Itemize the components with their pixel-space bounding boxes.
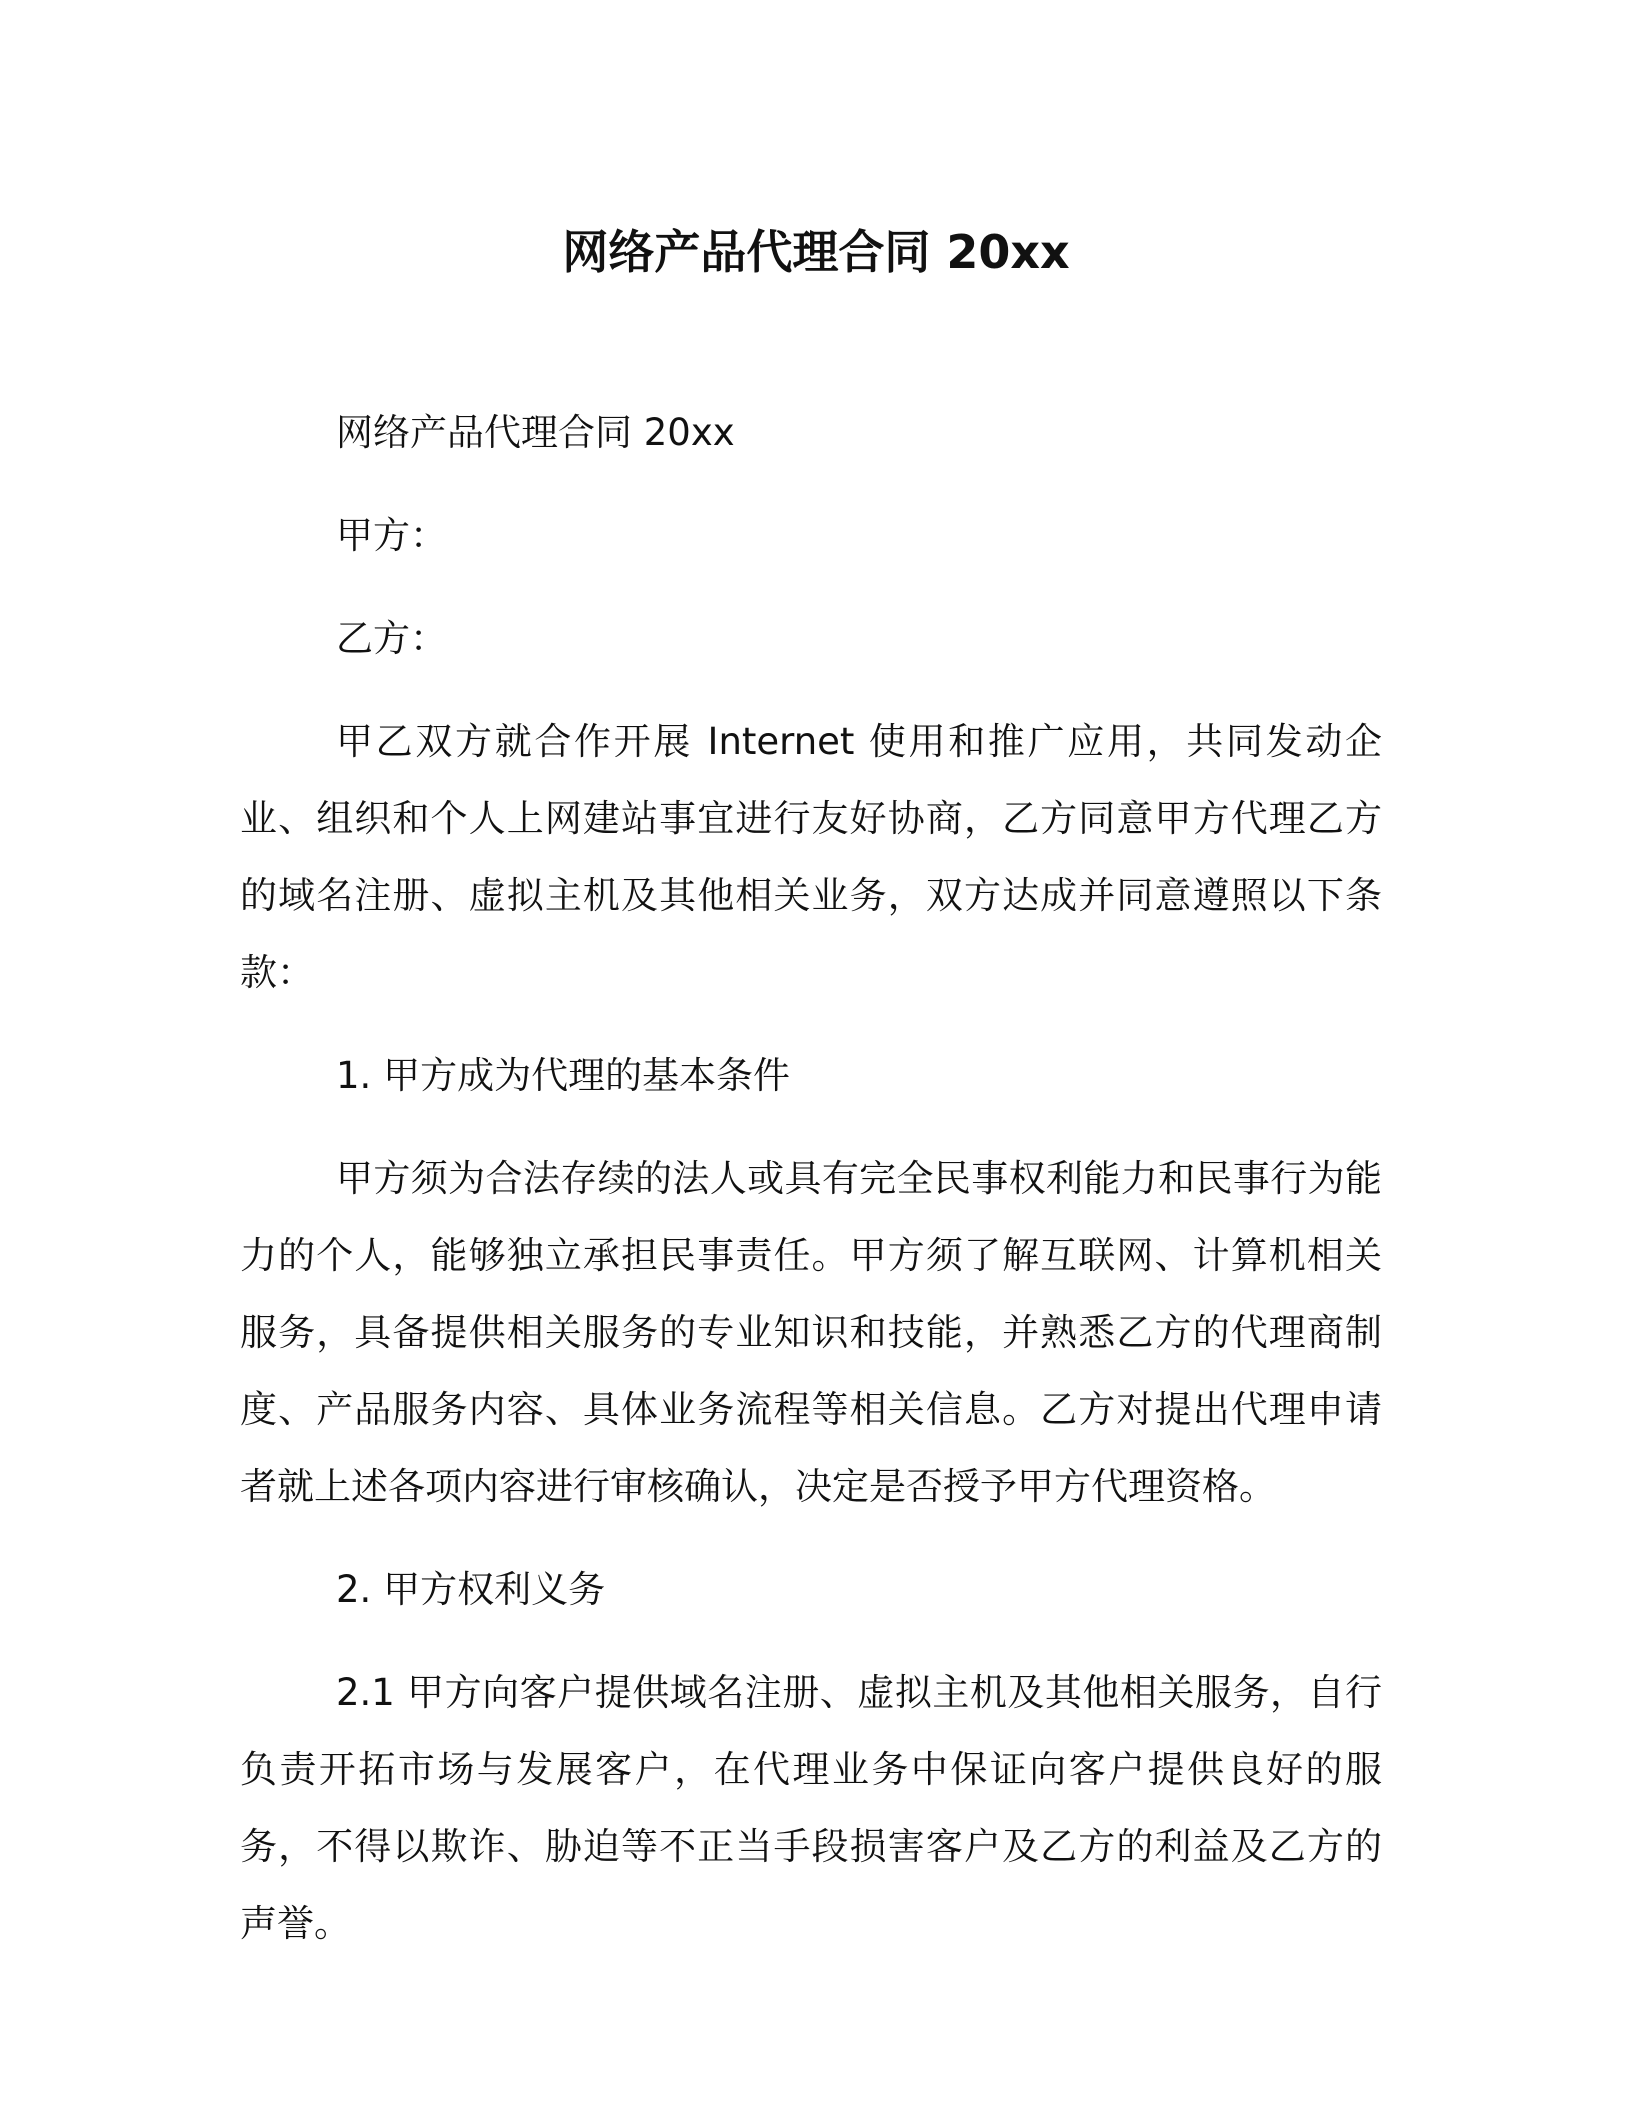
preamble-paragraph: 甲乙双方就合作开展 Internet 使用和推广应用，共同发动企业、组织和个人上网建站事宜进行友好协商，乙方同意甲方代理乙方的域名注册、虚拟主机及其他相关业务，双方达成并同意遵照以下条款： (240, 720, 1382, 994)
section-1-paragraph: 甲方须为合法存续的法人或具有完全民事权利能力和民事行为能力的个人，能够独立承担民事责任。甲方须了解互联网、计算机相关服务，具备提供相关服务的专业知识和技能，并熟悉乙方的代理商制度、产品服务内容、具体业务流程等相关信息。乙方对提出代理申请者就上述各项内容进行审核确认，决定是否授予甲方代理资格。 (240, 1157, 1382, 1508)
section-heading-1: 1. 甲方成为代理的基本条件 (336, 1054, 791, 1097)
contract-name-line: 网络产品代理合同 20xx (336, 411, 735, 454)
clause-2-1-paragraph: 2.1 甲方向客户提供域名注册、虚拟主机及其他相关服务，自行负责开拓市场与发展客户，在代理业务中保证向客户提供良好的服务，不得以欺诈、胁迫等不正当手段损害客户及乙方的利益及乙方的声誉。 (240, 1671, 1382, 1945)
section-heading-2: 2. 甲方权利义务 (336, 1568, 606, 1611)
document-body (240, 394, 1382, 1988)
party-a-line: 甲方： (336, 514, 447, 557)
party-b-line: 乙方： (336, 617, 447, 660)
document-title: 网络产品代理合同 20xx (562, 225, 1070, 279)
